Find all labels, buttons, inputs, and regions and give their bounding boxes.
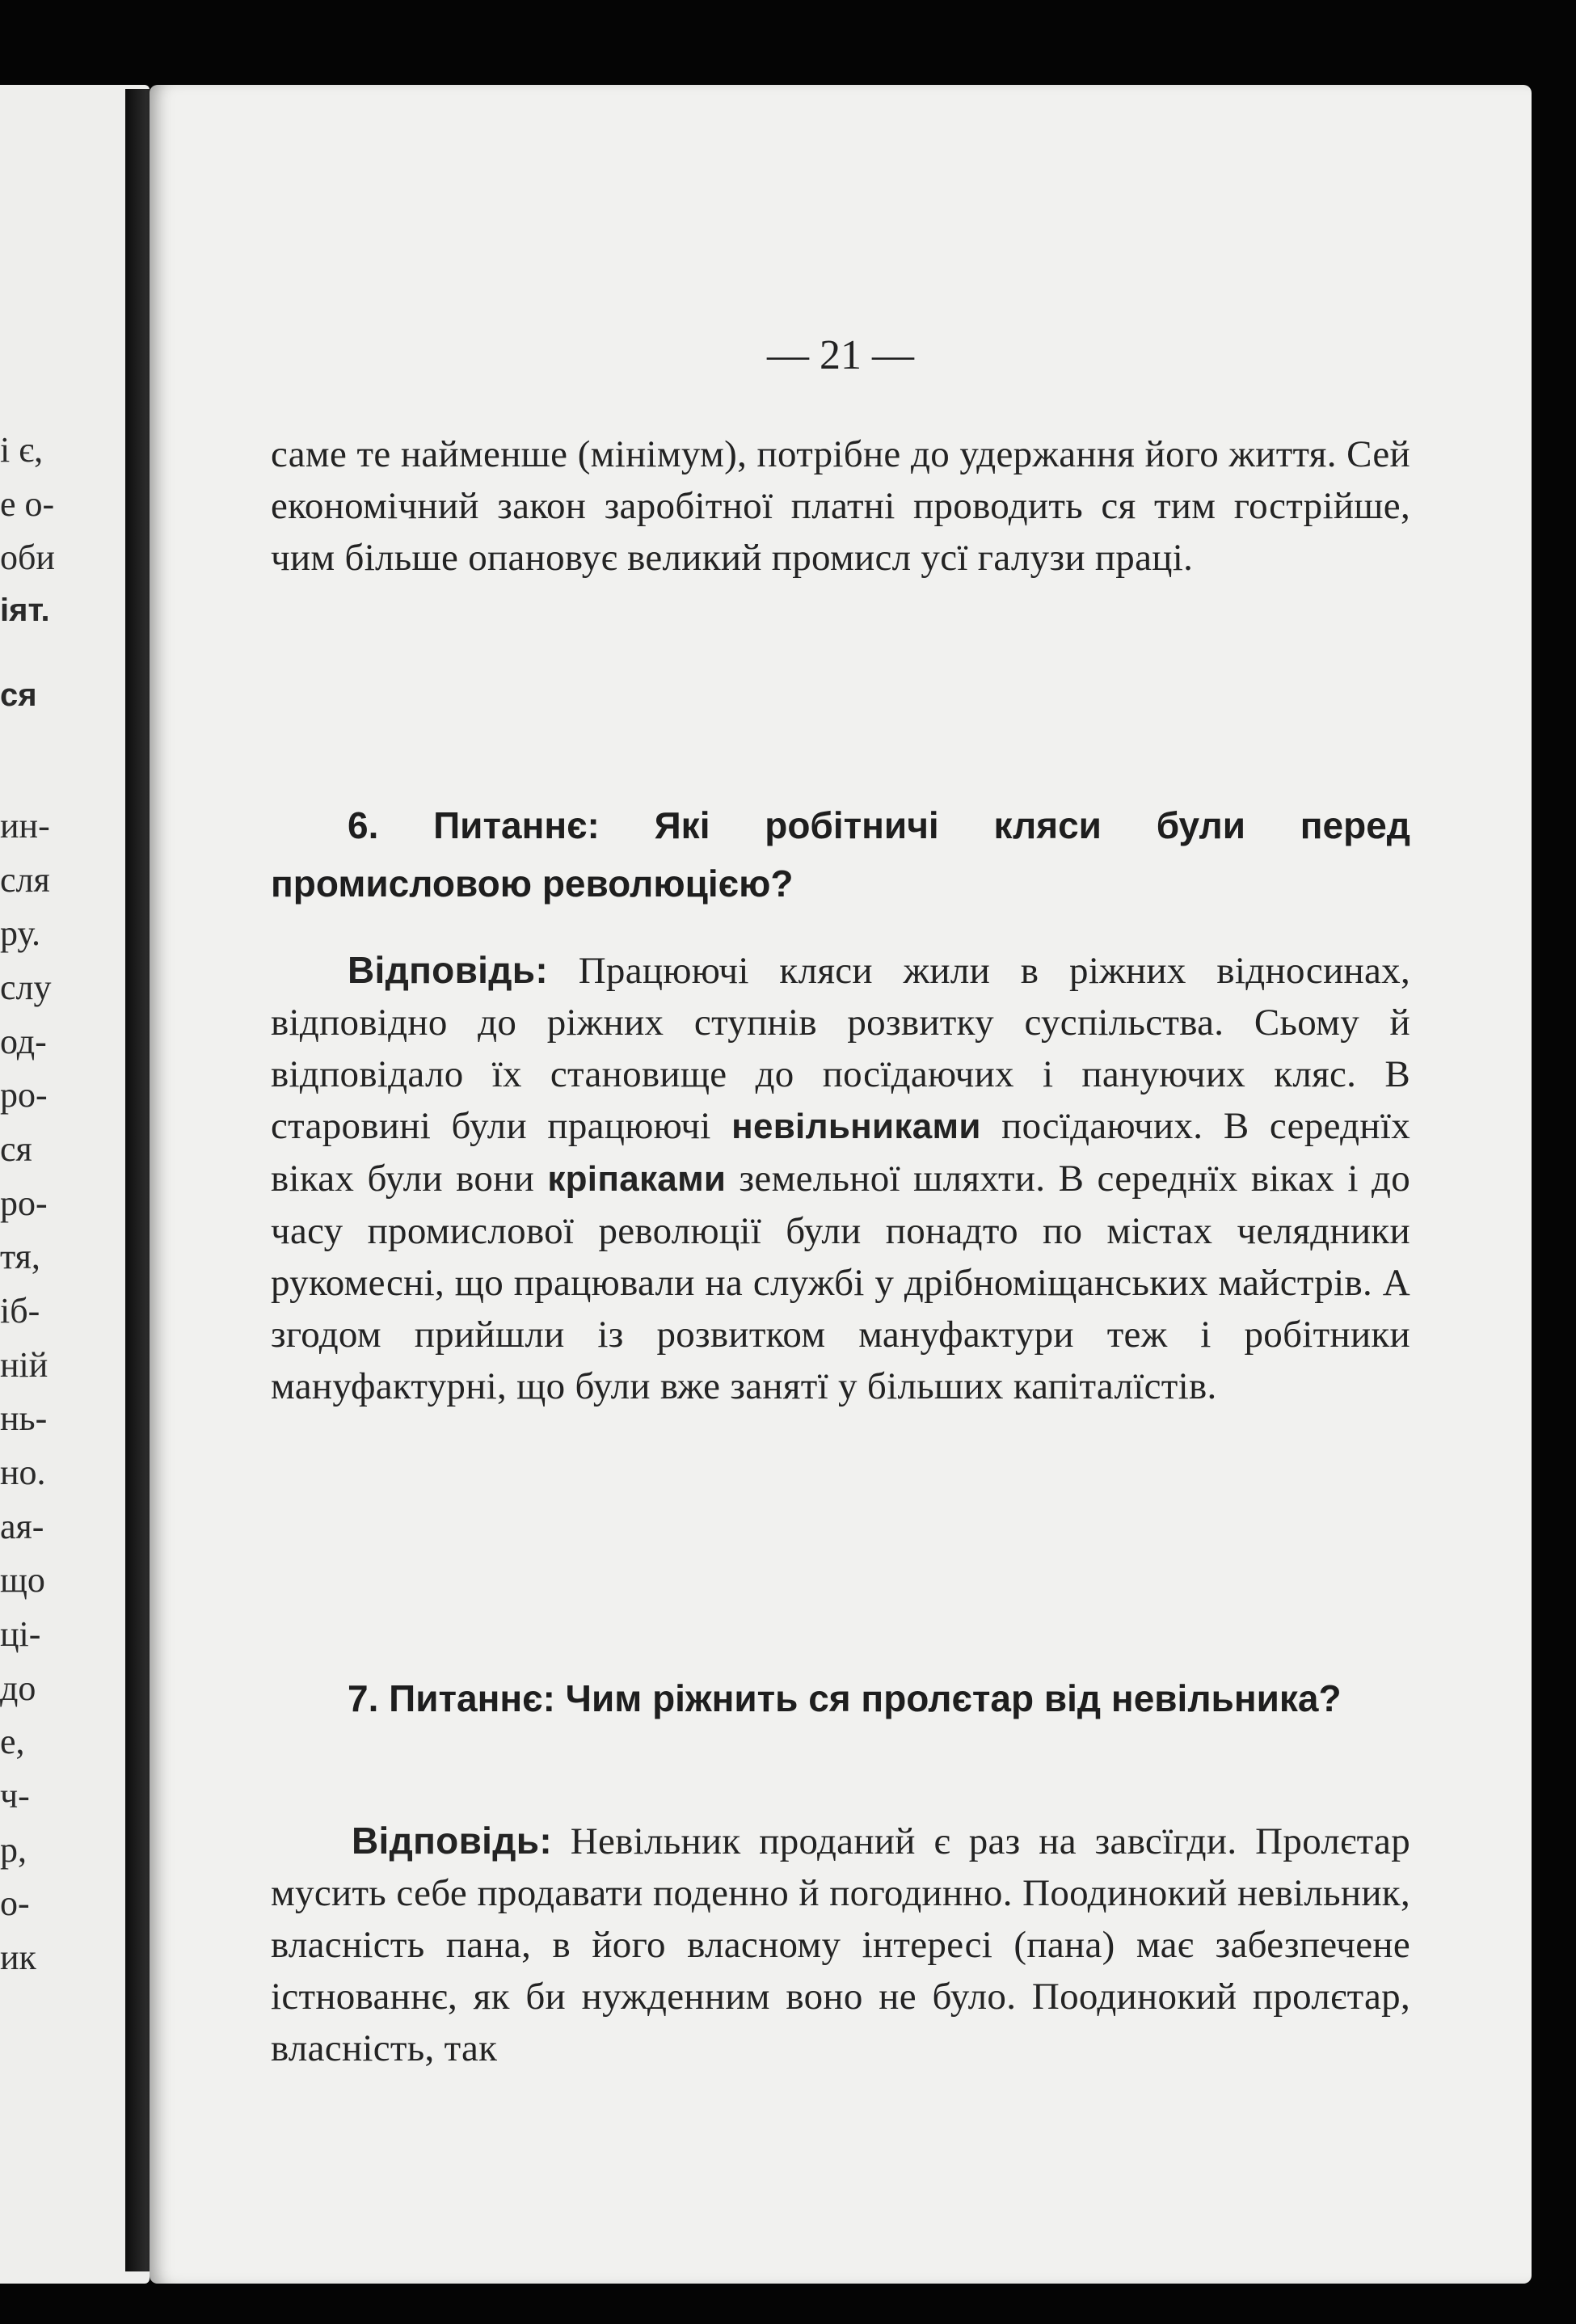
left-fragment: е, [0, 1722, 25, 1761]
answer-6-bold1: невільниками [731, 1107, 981, 1146]
left-fragment: сля [0, 860, 50, 900]
answer-6-lead: Відповідь: [348, 949, 548, 991]
left-fragment: ик [0, 1938, 36, 1977]
left-fragment: ая- [0, 1507, 44, 1546]
question-6-heading: 6. Питаннє: Які робітничі кляси були перед промисловою революцією? [271, 804, 1410, 905]
left-fragment: нь- [0, 1398, 48, 1438]
left-fragment: е о- [0, 484, 55, 524]
answer-7-text [271, 1815, 1410, 2074]
answer-6-text [271, 944, 1410, 1412]
left-fragment: о- [0, 1883, 30, 1923]
question-6 [271, 796, 1410, 913]
left-fragment: ро- [0, 1075, 48, 1115]
left-fragment: іят. [0, 593, 50, 628]
question-7 [271, 1669, 1410, 1727]
left-fragment: р, [0, 1830, 27, 1870]
left-fragment: ру. [0, 913, 41, 953]
left-fragment: ці- [0, 1614, 41, 1654]
right-page [150, 85, 1532, 2284]
left-fragment: ній [0, 1345, 48, 1385]
left-fragment: ин- [0, 806, 50, 846]
left-fragment: що [0, 1560, 45, 1600]
left-fragment: до [0, 1668, 36, 1708]
answer-6-bold2: кріпаками [547, 1159, 727, 1199]
left-fragment: ч- [0, 1776, 30, 1816]
left-fragment: тя, [0, 1237, 40, 1276]
answer-7-lead: Відповідь: [352, 1820, 552, 1862]
left-fragment: слу [0, 968, 52, 1007]
left-fragment: но. [0, 1453, 46, 1492]
answer-6-part3: земельної шляхти. В середнїх віках і до часу промислової революції були понадто по містах челядники рукомесні, що працювали на службі у дрібноміщанських майстрів. А згодом прийшли із розвитком мануфактури теж і робітники мануфактурні, що були вже занятї у більших капіталїстів. [271, 1158, 1410, 1407]
answer-6 [271, 944, 1410, 1412]
answer-6-part2: посїдаючих. В середнїх віках були вони [271, 1105, 1410, 1200]
left-fragment: ро- [0, 1183, 48, 1223]
question-7-heading: 7. Питаннє: Чим ріжнить ся пролєтар від невільника? [348, 1677, 1342, 1719]
answer-6-part1: Працюючі кляси жили в ріжних відносинах, відповідно до ріжних ступнів розвитку суспільства. Сьому й відповідало їх становище до посїдаючих і пануючих кляс. В старовині були працюючі [271, 950, 1410, 1147]
paragraph-continuation [271, 428, 1410, 584]
answer-7-part1: Невільник проданий є раз на завсїгди. Пролєтар мусить себе продавати поденно й погодинно. Поодинокий невільник, власність пана, в його власному інтересі (пана) має забезпечене істнованнє, як би нужденним воно не було. Поодинокий пролєтар, власність, так [271, 1820, 1410, 2069]
answer-7 [271, 1815, 1410, 2074]
left-fragment: ся [0, 1129, 32, 1169]
left-fragment: оби [0, 538, 55, 577]
left-fragment: ся [0, 677, 37, 713]
left-fragment: од- [0, 1022, 47, 1061]
left-fragment: і є, [0, 430, 44, 470]
page-number: — 21 — [767, 332, 914, 378]
left-fragment: іб- [0, 1291, 40, 1331]
paragraph-text: саме те найменше (мінімум), потрібне до удержання його життя. Сей економічний закон заробітної платні проводить ся тим гострійше, чим більше опановує великий промисл усї галузи праці. [271, 433, 1410, 579]
